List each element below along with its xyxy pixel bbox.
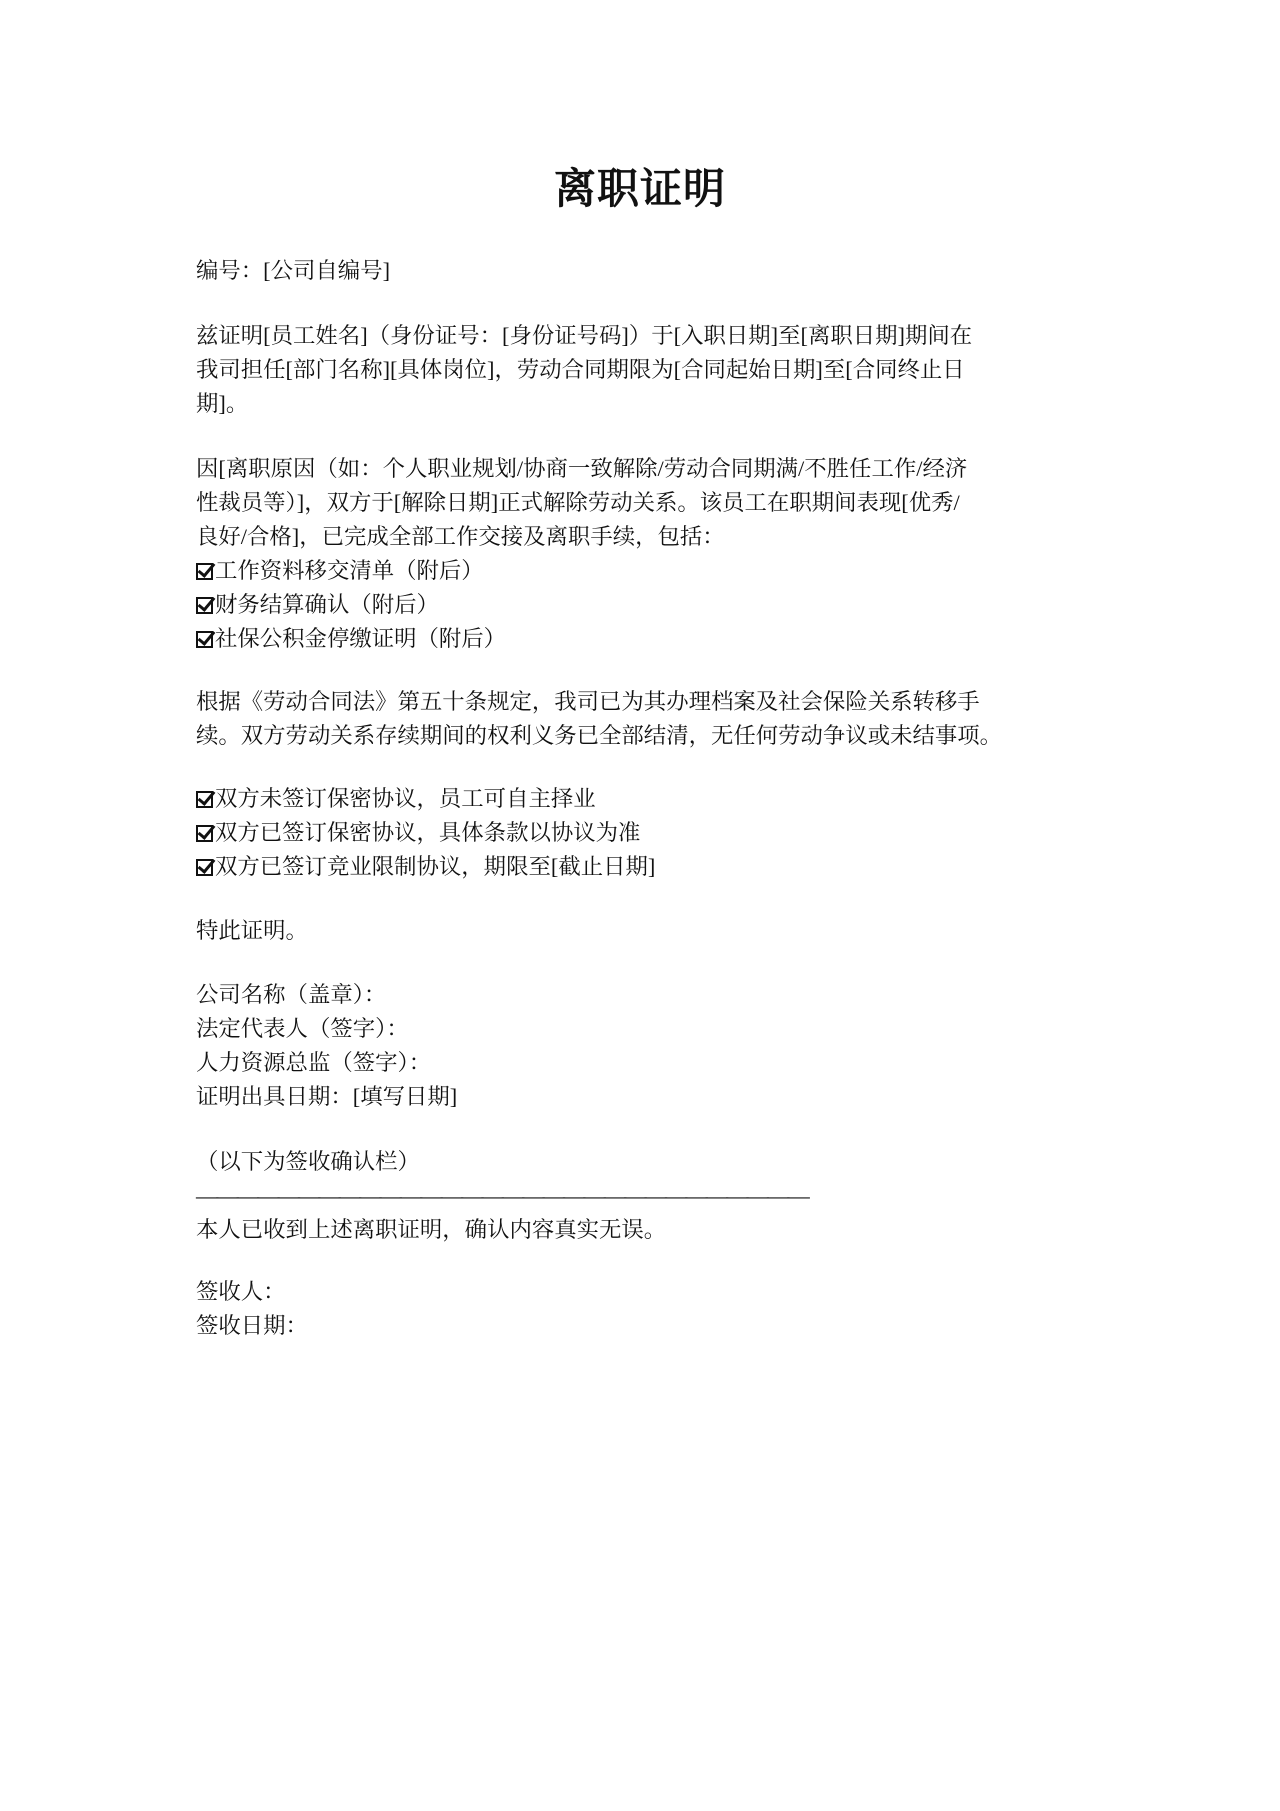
item-label: 双方已签订保密协议，具体条款以协议为准 — [215, 820, 641, 845]
divider-line: —————————————————————————————— — [196, 1183, 808, 1208]
recipient-field: 签收人： — [196, 1279, 286, 1304]
agreement-item — [196, 850, 1096, 884]
issue-date-line: 证明出具日期：[填写日期] — [196, 1084, 458, 1109]
checked-box-icon — [196, 631, 213, 648]
employment-paragraph — [196, 319, 1096, 421]
receipt-date-field: 签收日期： — [196, 1313, 308, 1338]
hr-director-line: 人力资源总监（签字）： — [196, 1050, 432, 1075]
item-label: 双方已签订竞业限制协议，期限至[截止日期] — [215, 854, 656, 879]
legal-paragraph — [196, 685, 1096, 753]
handover-item — [196, 622, 1096, 656]
document-title: 离职证明 — [553, 167, 726, 213]
text-line: 期]。 — [196, 391, 249, 416]
agreement-item — [196, 816, 1096, 850]
text-line: 续。双方劳动关系存续期间的权利义务已全部结清，无任何劳动争议或未结事项。 — [196, 723, 1003, 748]
item-label: 财务结算确认（附后） — [215, 592, 439, 617]
item-label: 双方未签订保密协议，员工可自主择业 — [215, 786, 596, 811]
receipt-fields — [196, 1275, 1096, 1343]
serial-number: 编号：[公司自编号] — [196, 258, 391, 283]
checked-box-icon — [196, 791, 213, 808]
item-label: 社保公积金停缴证明（附后） — [215, 626, 507, 651]
agreement-item — [196, 782, 1096, 816]
handover-item — [196, 554, 1096, 588]
text-line: 性裁员等）]，双方于[解除日期]正式解除劳动关系。该员工在职期间表现[优秀/ — [196, 490, 960, 515]
text-line: 因[离职原因（如：个人职业规划/协商一致解除/劳动合同期满/不胜任工作/经济 — [196, 456, 968, 481]
company-seal-line: 公司名称（盖章）： — [196, 982, 387, 1007]
receipt-heading: （以下为签收确认栏） — [196, 1149, 420, 1174]
text-line: 根据《劳动合同法》第五十条规定，我司已为其办理档案及社会保险关系转移手 — [196, 689, 980, 714]
text-line: 良好/合格]，已完成全部工作交接及离职手续，包括： — [196, 524, 725, 549]
checked-box-icon — [196, 563, 213, 580]
text-line: 兹证明[员工姓名]（身份证号：[身份证号码]）于[入职日期]至[离职日期]期间在 — [196, 323, 973, 348]
closing-text: 特此证明。 — [196, 918, 308, 943]
checked-box-icon — [196, 859, 213, 876]
text-line: 我司担任[部门名称][具体岗位]，劳动合同期限为[合同起始日期]至[合同终止日 — [196, 357, 965, 382]
termination-paragraph — [196, 452, 1096, 656]
receipt-statement: 本人已收到上述离职证明，确认内容真实无误。 — [196, 1217, 667, 1242]
signature-block — [196, 978, 1096, 1114]
checked-box-icon — [196, 597, 213, 614]
agreement-list — [196, 782, 1096, 884]
checked-box-icon — [196, 825, 213, 842]
handover-item — [196, 588, 1096, 622]
receipt-section — [196, 1145, 1096, 1247]
legal-rep-line: 法定代表人（签字）： — [196, 1016, 409, 1041]
item-label: 工作资料移交清单（附后） — [215, 558, 484, 583]
